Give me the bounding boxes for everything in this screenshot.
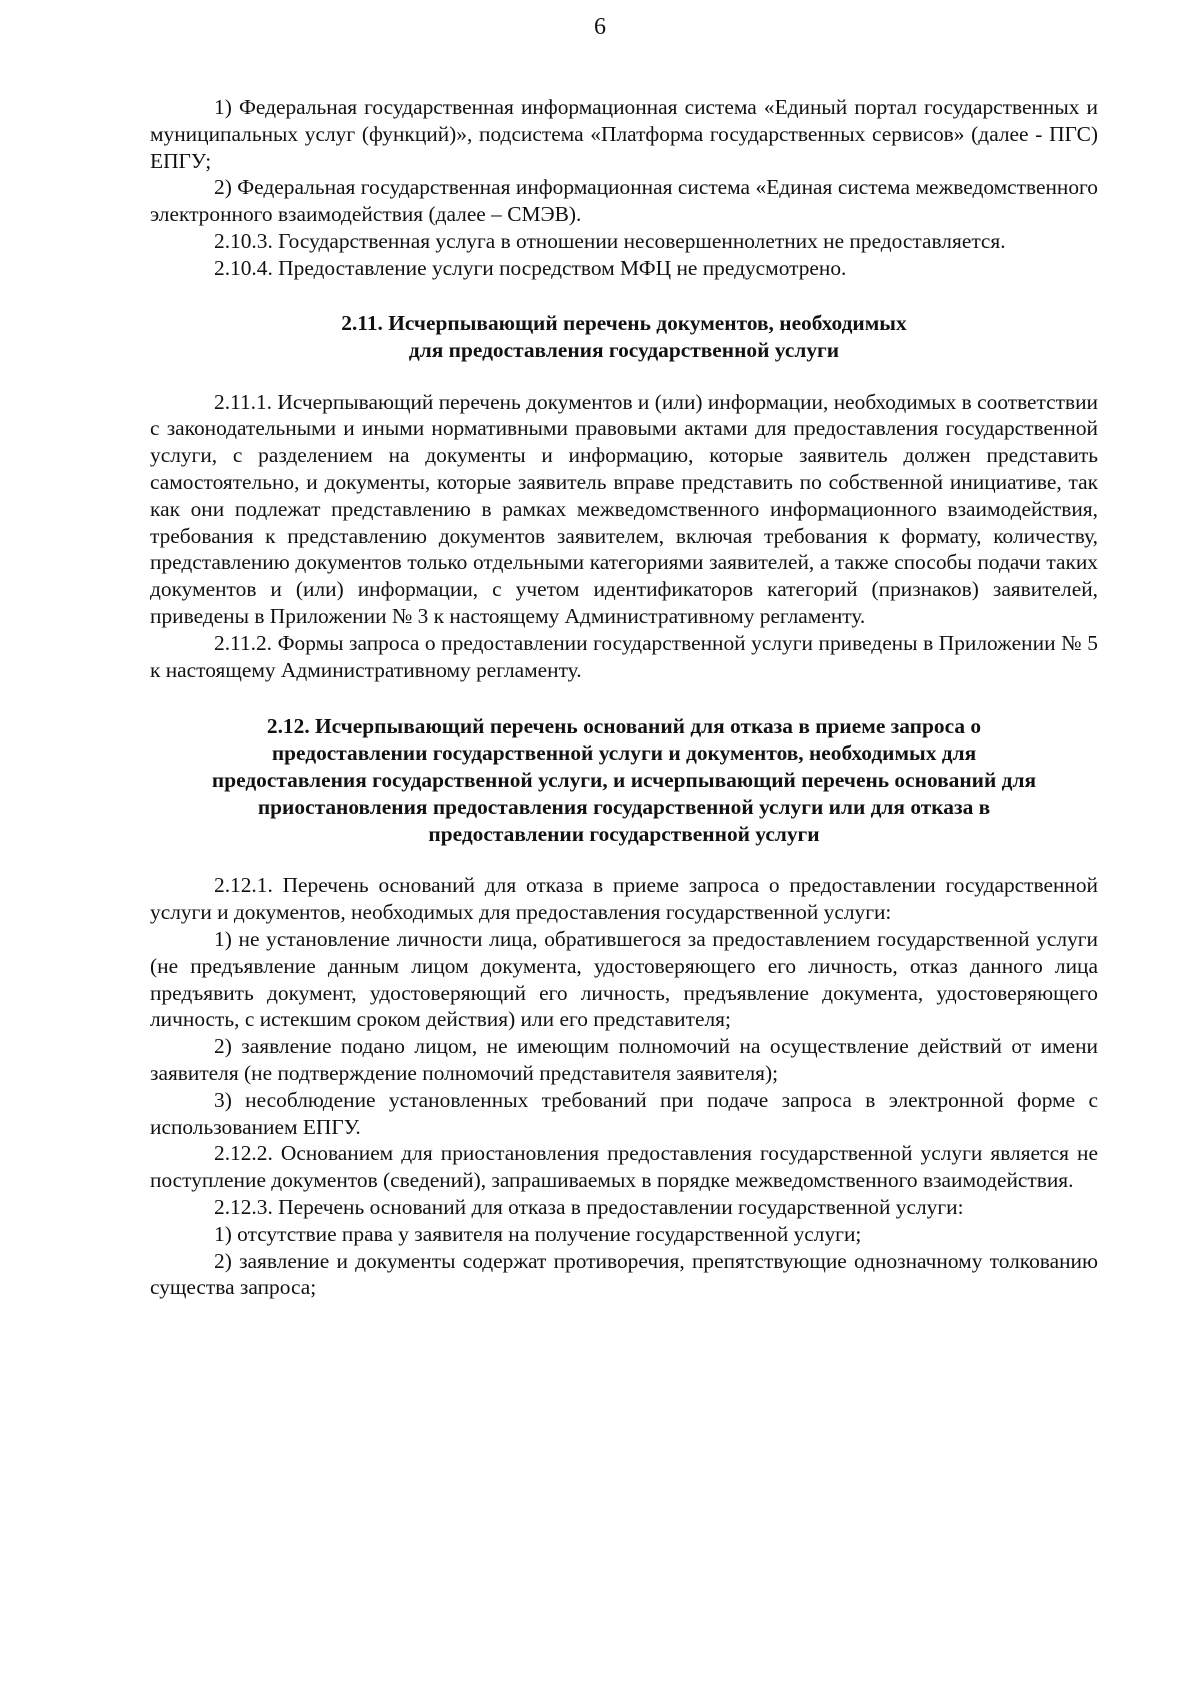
heading-line: для предоставления государственной услуги	[408, 337, 840, 362]
list-item-identity: 1) не установление личности лица, обратившегося за предоставлением государственной услуги (не предъявление данным лицом документа, удостоверяющего его личность, отказ данного лица предъявить документ, удостоверяющий его личность, предъявление документа, удостоверяющего личность, с истекшим сроком действия) или его представителя;	[150, 926, 1098, 1032]
document-body	[150, 94, 1098, 1301]
list-item-contradictions: 2) заявление и документы содержат противоречия, препятствующие однозначному толкованию существа запроса;	[150, 1248, 1098, 1300]
heading-line: 2.11. Исчерпывающий перечень документов, необходимых	[341, 310, 907, 335]
heading-line: предоставлении государственной услуги	[428, 822, 820, 847]
paragraph-2-10-3: 2.10.3. Государственная услуга в отношении несовершеннолетних не предоставляется.	[214, 228, 1006, 253]
heading-line: предоставления государственной услуги, и исчерпывающий перечень оснований для	[211, 768, 1037, 793]
paragraph-2-12-2: 2.12.2. Основанием для приостановления предоставления государственной услуги является не поступление документов (сведений), запрашиваемых в порядке межведомственного взаимодействия.	[150, 1141, 1098, 1193]
page-number: 6	[594, 14, 606, 40]
list-item-authority: 2) заявление подано лицом, не имеющим полномочий на осуществление действий от имени заявителя (не подтверждение полномочий представителя заявителя);	[150, 1034, 1098, 1085]
paragraph-2-12-3: 2.12.3. Перечень оснований для отказа в предоставлении государственной услуги:	[214, 1194, 964, 1219]
list-item-requirements: 3) несоблюдение установленных требований при подаче запроса в электронной форме с использованием ЕПГУ.	[150, 1087, 1098, 1139]
paragraph-2-11-2: 2.11.2. Формы запроса о предоставлении государственной услуги приведены в Приложении № 5 к настоящему Административному регламенту.	[150, 630, 1098, 682]
paragraph-2-10-4: 2.10.4. Предоставление услуги посредством МФЦ не предусмотрено.	[214, 255, 847, 280]
paragraph-2-11-1: 2.11.1. Исчерпывающий перечень документов и (или) информации, необходимых в соответствии с законодательными и иными нормативными правовыми актами для предоставления государственной услуги, с разделением на документы и информацию, которые заявитель должен представить самостоятельно, и документы, которые заявитель вправе представить по собственной инициативе, так как они подлежат представлению в рамках межведомственного информационного взаимодействия, требования к представлению документов заявителем, включая требования к формату, количеству, представлению документов только отдельными категориями заявителей, а также способы подачи таких документов и (или) информации, с учетом идентификаторов категорий (признаков) заявителей, приведены в Приложении № 3 к настоящему Административному регламенту.	[150, 389, 1098, 628]
section-heading-2-12	[150, 713, 1098, 848]
paragraph-pgs-epgu: 1) Федеральная государственная информационная система «Единый портал государственных и муниципальных услуг (функций)», подсистема «Платформа государственных сервисов» (далее - ПГС) ЕПГУ;	[150, 95, 1098, 173]
list-item-no-right: 1) отсутствие права у заявителя на получение государственной услуги;	[214, 1221, 862, 1246]
paragraph-2-12-1: 2.12.1. Перечень оснований для отказа в приеме запроса о предоставлении государственной услуги и документов, необходимых для предоставления государственной услуги:	[150, 873, 1098, 925]
heading-line: предоставлении государственной услуги и документов, необходимых для	[271, 741, 977, 766]
paragraph-smev: 2) Федеральная государственная информационная система «Единая система межведомственного электронного взаимодействия (далее – СМЭВ).	[150, 175, 1098, 227]
heading-line: 2.12. Исчерпывающий перечень оснований для отказа в приеме запроса о	[266, 714, 982, 739]
heading-line: приостановления предоставления государственной услуги или для отказа в	[257, 795, 991, 820]
section-heading-2-11	[150, 310, 1098, 364]
